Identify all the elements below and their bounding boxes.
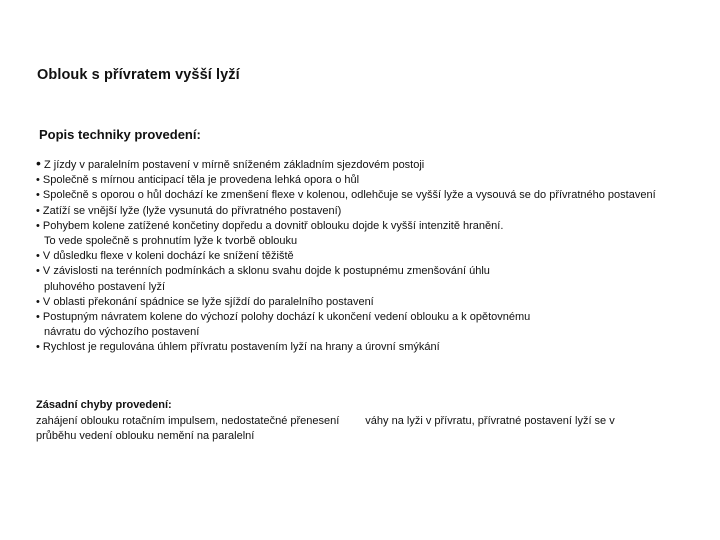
errors-text-line [36, 414, 696, 430]
list-item-text: Postupným návratem kolene do výchozí polohy dochází k ukončení vedení oblouku a k opětovnému [42, 311, 531, 324]
technique-list [36, 155, 676, 356]
bullet-icon: • [36, 155, 41, 171]
list-item [36, 310, 676, 325]
list-item-text: Společně s mírnou anticipací těla je provedena lehká opora o hůl [42, 174, 360, 187]
errors-text: zahájení oblouku rotačním impulsem, nedostatečné přenesení [36, 414, 340, 427]
errors-heading: Zásadní chyby provedení: [36, 399, 172, 411]
list-item-text: V důsledku flexe v koleni dochází ke snížení těžiště [42, 250, 294, 263]
list-item-continuation: To vede společně s prohnutím lyže k tvorbě oblouku [44, 235, 298, 248]
list-item-text: Z jízdy v paralelním postavení v mírně sníženém základním sjezdovém postoji [43, 159, 425, 171]
slide-title: Oblouk s přívratem vyšší lyží [37, 67, 240, 83]
bullet-icon: • [36, 219, 40, 232]
bullet-icon: • [36, 265, 40, 278]
bullet-icon: • [36, 311, 40, 324]
list-item [36, 249, 676, 264]
bullet-icon: • [36, 189, 40, 202]
section-heading: Popis techniky provedení: [39, 127, 201, 142]
list-item [36, 295, 676, 310]
list-item [36, 155, 676, 173]
list-item-text: Pohybem kolene zatížené končetiny dopředu a dovnitř oblouku dojde k vyšší intenzitě hranění. [42, 219, 504, 232]
list-item [36, 188, 676, 203]
errors-text-line: průběhu vedení oblouku nemění na paralelní [36, 430, 255, 442]
list-item-continuation: návratu do výchozího postavení [44, 326, 200, 339]
list-item-text: V oblasti překonání spádnice se lyže sjíždí do paralelního postavení [42, 295, 374, 308]
list-item-text: V závislosti na terénních podmínkách a sklonu svahu dojde k postupnému zmenšování úhlu [42, 265, 490, 278]
list-item-text: Rychlost je regulována úhlem přívratu postavením lyží na hrany a úrovní smýkání [42, 341, 440, 354]
list-item [36, 340, 676, 355]
bullet-icon: • [36, 250, 40, 263]
errors-text: váhy na lyži v přívratu, přívratné postavení lyží se v [365, 414, 615, 427]
list-item [36, 204, 676, 219]
bullet-icon: • [36, 204, 40, 217]
errors-section [36, 398, 696, 445]
bullet-icon: • [36, 341, 40, 354]
list-item [36, 173, 676, 188]
list-item-text: Zatíží se vnější lyže (lyže vysunutá do přívratného postavení) [42, 204, 342, 217]
list-item [36, 219, 676, 234]
list-item [36, 264, 676, 279]
bullet-icon: • [36, 295, 40, 308]
list-item-text: Společně s oporou o hůl dochází ke zmenšení flexe v kolenou, odlehčuje se vyšší lyže a vysouvá se do přívratného postavení [42, 189, 656, 202]
bullet-icon: • [36, 174, 40, 187]
list-item-continuation: pluhového postavení lyží [44, 280, 166, 293]
